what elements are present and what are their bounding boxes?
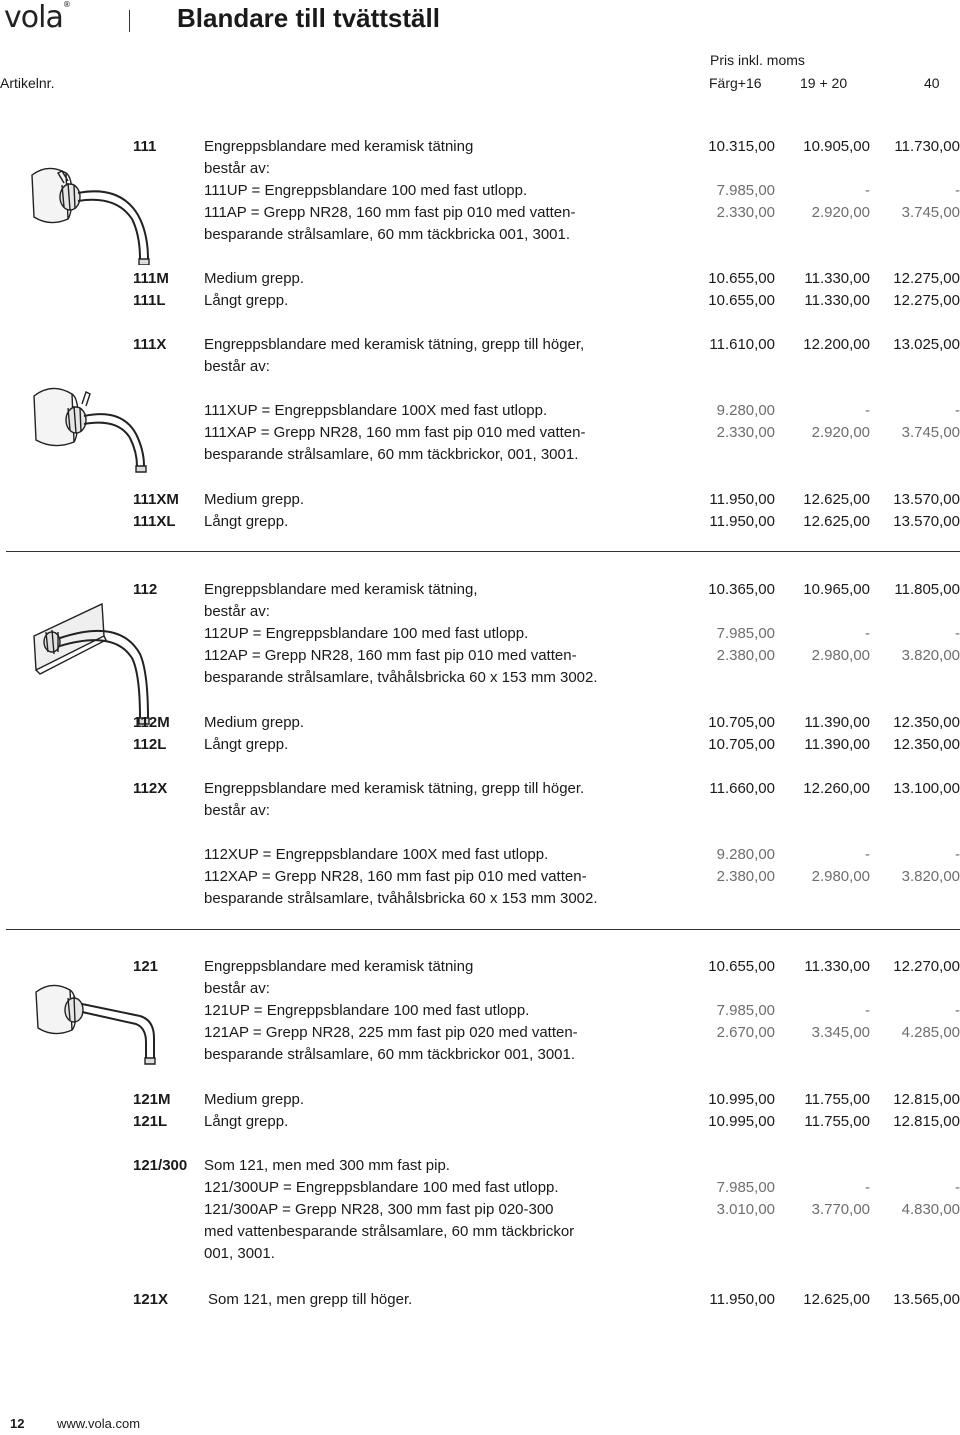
article-description: 111XAP = Grepp NR28, 160 mm fast pip 010 med vatten- bbox=[204, 424, 586, 441]
price-column-2: 10.965,00 bbox=[803, 581, 870, 598]
article-code: 121M bbox=[133, 1091, 171, 1108]
price-column-1: 11.950,00 bbox=[709, 491, 775, 508]
article-description: Engreppsblandare med keramisk tätning, grepp till höger. bbox=[204, 780, 585, 797]
article-description: består av: bbox=[204, 980, 270, 997]
article-description: Långt grepp. bbox=[204, 292, 289, 309]
article-description: Engreppsblandare med keramisk tätning, grepp till höger, bbox=[204, 336, 585, 353]
article-description: 111UP = Engreppsblandare 100 med fast utlopp. bbox=[204, 182, 528, 199]
price-column-1: 10.705,00 bbox=[708, 736, 775, 753]
article-code: 121L bbox=[133, 1113, 168, 1130]
article-description: 112XAP = Grepp NR28, 160 mm fast pip 010 med vatten- bbox=[204, 868, 587, 885]
price-column-1: 7.985,00 bbox=[716, 1002, 775, 1019]
article-code: 121 bbox=[133, 958, 159, 975]
price-column-1: 9.280,00 bbox=[716, 402, 775, 419]
article-code: 121X bbox=[133, 1291, 169, 1308]
price-column-3: 13.570,00 bbox=[893, 491, 960, 508]
price-column-3: - bbox=[955, 182, 960, 199]
price-column-2: 12.200,00 bbox=[803, 336, 870, 353]
price-column-2: 12.625,00 bbox=[803, 491, 870, 508]
price-column-1: 10.365,00 bbox=[708, 581, 775, 598]
article-description: Som 121, men med 300 mm fast pip. bbox=[204, 1157, 450, 1174]
price-column-3: - bbox=[955, 1002, 960, 1019]
page-title: Blandare till tvättställ bbox=[177, 3, 440, 33]
price-column-1: 11.610,00 bbox=[709, 336, 775, 353]
price-column-2: 11.330,00 bbox=[804, 292, 870, 309]
article-description: Medium grepp. bbox=[204, 1091, 305, 1108]
article-description: 001, 3001. bbox=[204, 1245, 275, 1262]
article-description: 121UP = Engreppsblandare 100 med fast utlopp. bbox=[204, 1002, 530, 1019]
article-description: Långt grepp. bbox=[204, 1113, 289, 1130]
price-column-3: - bbox=[955, 625, 960, 642]
article-description: 112XUP = Engreppsblandare 100X med fast utlopp. bbox=[204, 846, 549, 863]
article-description: Engreppsblandare med keramisk tätning bbox=[204, 138, 474, 155]
price-column-2: 10.905,00 bbox=[803, 138, 870, 155]
price-column-3: 12.275,00 bbox=[893, 292, 960, 309]
article-number-label: Artikelnr. bbox=[0, 75, 55, 91]
price-column-1: 2.330,00 bbox=[716, 204, 775, 221]
article-description: 121AP = Grepp NR28, 225 mm fast pip 020 med vatten- bbox=[204, 1024, 578, 1041]
price-column-2: 11.755,00 bbox=[804, 1091, 870, 1108]
price-column-2: - bbox=[865, 182, 870, 199]
price-column-3: 3.745,00 bbox=[901, 424, 960, 441]
article-description: Långt grepp. bbox=[204, 736, 289, 753]
price-column-1: 7.985,00 bbox=[716, 1179, 775, 1196]
article-code: 112 bbox=[133, 581, 158, 598]
section-divider bbox=[6, 929, 960, 930]
price-column-3: 3.745,00 bbox=[901, 204, 960, 221]
article-description: Som 121, men grepp till höger. bbox=[208, 1291, 413, 1308]
price-column-3: 13.570,00 bbox=[893, 513, 960, 530]
article-description: består av: bbox=[204, 160, 270, 177]
price-column-3: - bbox=[955, 402, 960, 419]
price-column-1: 11.950,00 bbox=[709, 1291, 775, 1308]
price-column-2: 11.390,00 bbox=[804, 736, 870, 753]
article-description: Engreppsblandare med keramisk tätning bbox=[204, 958, 474, 975]
article-description: besparande strålsamlare, 60 mm täckbrickor 001, 3001. bbox=[204, 1046, 576, 1063]
price-column-3: - bbox=[955, 846, 960, 863]
price-column-1: 2.380,00 bbox=[716, 868, 775, 885]
price-column-1: 2.380,00 bbox=[716, 647, 775, 664]
price-column-1: 10.995,00 bbox=[708, 1091, 775, 1108]
article-code: 121/300 bbox=[133, 1157, 188, 1174]
article-description: 121/300UP = Engreppsblandare 100 med fast utlopp. bbox=[204, 1179, 559, 1196]
price-column-1: 2.330,00 bbox=[716, 424, 775, 441]
price-column-3: 13.565,00 bbox=[893, 1291, 960, 1308]
section-divider bbox=[6, 551, 960, 552]
price-column-1: 2.670,00 bbox=[716, 1024, 775, 1041]
price-column-1: 11.950,00 bbox=[709, 513, 775, 530]
article-description: består av: bbox=[204, 802, 270, 819]
price-column-1: 10.705,00 bbox=[708, 714, 775, 731]
price-column-1: 7.985,00 bbox=[716, 182, 775, 199]
price-column-2: - bbox=[865, 402, 870, 419]
article-description: Engreppsblandare med keramisk tätning, bbox=[204, 581, 478, 598]
page-number: 12 bbox=[10, 1416, 25, 1431]
price-column-2: - bbox=[865, 1179, 870, 1196]
price-column-3: 3.820,00 bbox=[901, 647, 960, 664]
price-column-1: 7.985,00 bbox=[716, 625, 775, 642]
price-column-2: 12.625,00 bbox=[803, 513, 870, 530]
article-description: besparande strålsamlare, 60 mm täckbrickor, 001, 3001. bbox=[204, 446, 579, 463]
price-column-3: 11.730,00 bbox=[894, 138, 960, 155]
price-column-3: 3.820,00 bbox=[901, 868, 960, 885]
price-column-3-header: 40 bbox=[924, 75, 940, 91]
article-description: besparande strålsamlare, tvåhålsbricka 60 x 153 mm 3002. bbox=[204, 890, 598, 907]
price-column-3: 12.815,00 bbox=[893, 1113, 960, 1130]
article-code: 112X bbox=[133, 780, 168, 797]
article-description: Medium grepp. bbox=[204, 714, 305, 731]
price-column-2: 2.980,00 bbox=[811, 868, 870, 885]
website-url: www.vola.com bbox=[57, 1416, 141, 1431]
faucet-112-illustration bbox=[30, 598, 170, 728]
price-column-1-header: Färg+16 bbox=[709, 75, 762, 91]
price-column-2: 3.345,00 bbox=[811, 1024, 870, 1041]
price-column-3: 13.025,00 bbox=[893, 336, 960, 353]
price-column-1: 10.655,00 bbox=[708, 270, 775, 287]
price-column-3: 12.350,00 bbox=[893, 736, 960, 753]
article-description: består av: bbox=[204, 358, 270, 375]
price-column-2: 2.920,00 bbox=[811, 204, 870, 221]
price-column-2: - bbox=[865, 846, 870, 863]
price-column-1: 10.995,00 bbox=[708, 1113, 775, 1130]
price-column-1: 10.655,00 bbox=[708, 958, 775, 975]
article-description: 121/300AP = Grepp NR28, 300 mm fast pip 020-300 bbox=[204, 1201, 554, 1218]
price-column-2: - bbox=[865, 625, 870, 642]
article-code: 112L bbox=[133, 736, 167, 753]
price-column-2: 11.330,00 bbox=[804, 958, 870, 975]
article-code: 111XM bbox=[133, 491, 179, 508]
article-description: 111XUP = Engreppsblandare 100X med fast utlopp. bbox=[204, 402, 548, 419]
price-column-1: 9.280,00 bbox=[716, 846, 775, 863]
price-column-2: - bbox=[865, 1002, 870, 1019]
price-column-2: 11.755,00 bbox=[804, 1113, 870, 1130]
article-description: 112UP = Engreppsblandare 100 med fast utlopp. bbox=[204, 625, 529, 642]
header-divider bbox=[129, 10, 130, 32]
faucet-111x-illustration bbox=[20, 370, 160, 480]
price-column-3: 11.805,00 bbox=[894, 581, 960, 598]
price-column-3: - bbox=[955, 1179, 960, 1196]
price-column-2: 11.330,00 bbox=[804, 270, 870, 287]
article-code: 111L bbox=[133, 292, 166, 309]
price-column-2: 2.920,00 bbox=[811, 424, 870, 441]
price-column-3: 13.100,00 bbox=[893, 780, 960, 797]
price-column-2: 11.390,00 bbox=[804, 714, 870, 731]
price-column-2: 3.770,00 bbox=[811, 1201, 870, 1218]
price-column-3: 4.830,00 bbox=[901, 1201, 960, 1218]
price-column-1: 3.010,00 bbox=[716, 1201, 775, 1218]
price-column-2: 12.625,00 bbox=[803, 1291, 870, 1308]
article-description: Medium grepp. bbox=[204, 491, 305, 508]
price-column-3: 12.815,00 bbox=[893, 1091, 960, 1108]
article-code: 111M bbox=[133, 270, 169, 287]
price-column-3: 12.270,00 bbox=[893, 958, 960, 975]
article-code: 111XL bbox=[133, 513, 176, 530]
article-code: 111 bbox=[133, 138, 157, 155]
faucet-111-illustration bbox=[20, 155, 160, 265]
price-caption: Pris inkl. moms bbox=[710, 52, 805, 68]
faucet-121-illustration bbox=[30, 968, 170, 1068]
article-description: 111AP = Grepp NR28, 160 mm fast pip 010 med vatten- bbox=[204, 204, 576, 221]
price-column-2: 2.980,00 bbox=[811, 647, 870, 664]
article-description: besparande strålsamlare, 60 mm täckbricka 001, 3001. bbox=[204, 226, 571, 243]
price-column-2: 12.260,00 bbox=[803, 780, 870, 797]
vola-logo: vola® bbox=[4, 0, 70, 35]
article-description: med vattenbesparande strålsamlare, 60 mm täckbrickor bbox=[204, 1223, 575, 1240]
price-column-3: 12.275,00 bbox=[893, 270, 960, 287]
price-column-1: 10.655,00 bbox=[708, 292, 775, 309]
price-column-3: 4.285,00 bbox=[901, 1024, 960, 1041]
price-column-2-header: 19 + 20 bbox=[800, 75, 848, 91]
article-description: består av: bbox=[204, 603, 270, 620]
article-code: 112M bbox=[133, 714, 170, 731]
article-description: Medium grepp. bbox=[204, 270, 305, 287]
article-description: besparande strålsamlare, tvåhålsbricka 60 x 153 mm 3002. bbox=[204, 669, 598, 686]
article-description: Långt grepp. bbox=[204, 513, 289, 530]
price-column-1: 11.660,00 bbox=[709, 780, 775, 797]
article-code: 111X bbox=[133, 336, 167, 353]
price-column-1: 10.315,00 bbox=[708, 138, 775, 155]
price-column-3: 12.350,00 bbox=[893, 714, 960, 731]
article-description: 112AP = Grepp NR28, 160 mm fast pip 010 med vatten- bbox=[204, 647, 577, 664]
